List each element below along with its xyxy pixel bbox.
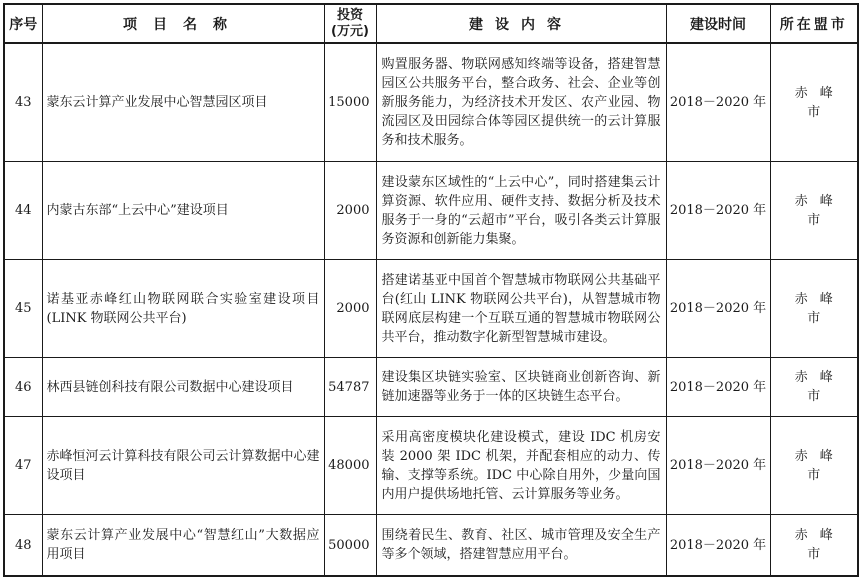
row-invest: 50000 <box>324 515 376 577</box>
header-name: 项目名称 <box>42 4 324 43</box>
row-location: 赤峰市 <box>770 162 858 260</box>
row-location: 赤峰市 <box>770 515 858 577</box>
header-time: 建设时间 <box>666 4 770 43</box>
row-time: 2018－2020 年 <box>666 358 770 417</box>
row-name: 林西县链创科技有限公司数据中心建设项目 <box>42 358 324 417</box>
row-time: 2018－2020 年 <box>666 162 770 260</box>
row-no: 48 <box>4 515 42 577</box>
header-content: 建设内容 <box>376 4 666 43</box>
row-name: 诺基亚赤峰红山物联网联合实验室建设项目(LINK 物联网公共平台) <box>42 260 324 358</box>
row-location: 赤峰市 <box>770 358 858 417</box>
row-name: 内蒙古东部“上云中心”建设项目 <box>42 162 324 260</box>
row-no: 44 <box>4 162 42 260</box>
row-name: 蒙东云计算产业发展中心“智慧红山”大数据应用项目 <box>42 515 324 577</box>
header-no: 序号 <box>4 4 42 43</box>
table-row <box>4 358 858 417</box>
project-table <box>3 3 859 577</box>
table-row <box>4 417 858 515</box>
header-row <box>4 4 858 43</box>
row-name: 赤峰恒河云计算科技有限公司云计算数据中心建设项目 <box>42 417 324 515</box>
row-time: 2018－2020 年 <box>666 43 770 162</box>
row-invest: 2000 <box>324 162 376 260</box>
row-invest: 48000 <box>324 417 376 515</box>
row-invest: 15000 <box>324 43 376 162</box>
row-location: 赤峰市 <box>770 417 858 515</box>
row-content: 采用高密度模块化建设模式，建设 IDC 机房安装 2000 架 IDC 机架，并配套相应的动力、传输、支撑等系统。IDC 中心除自用外，少量向国内用户提供场地托管、云计算服务等业务。 <box>376 417 666 515</box>
header-invest <box>324 4 376 43</box>
table-row <box>4 162 858 260</box>
row-invest: 54787 <box>324 358 376 417</box>
table-row <box>4 515 858 577</box>
header-location: 所在盟市 <box>770 4 858 43</box>
row-no: 45 <box>4 260 42 358</box>
row-location: 赤峰市 <box>770 43 858 162</box>
row-content: 搭建诺基亚中国首个智慧城市物联网公共基础平台(红山 LINK 物联网公共平台)，从智慧城市物联网底层构建一个互联互通的智慧城市物联网公共平台，推动数字化新型智慧城市建设。 <box>376 260 666 358</box>
row-time: 2018－2020 年 <box>666 260 770 358</box>
header-invest-unit: (万元) <box>331 23 369 39</box>
row-name: 蒙东云计算产业发展中心智慧园区项目 <box>42 43 324 162</box>
row-content: 购置服务器、物联网感知终端等设备，搭建智慧园区公共服务平台，整合政务、社会、企业等创新服务能力，为经济技术开发区、农产业园、物流园区及田园综合体等园区提供统一的云计算服务和技术服务。 <box>376 43 666 162</box>
row-no: 43 <box>4 43 42 162</box>
table-row <box>4 260 858 358</box>
row-no: 46 <box>4 358 42 417</box>
header-invest-label: 投资 <box>336 7 363 23</box>
row-location: 赤峰市 <box>770 260 858 358</box>
row-time: 2018－2020 年 <box>666 515 770 577</box>
row-invest: 2000 <box>324 260 376 358</box>
row-content: 建设蒙东区域性的“上云中心”，同时搭建集云计算资源、软件应用、硬件支持、数据分析及技术服务于一身的“云超市”平台，吸引各类云计算服务资源和创新能力集聚。 <box>376 162 666 260</box>
row-time: 2018－2020 年 <box>666 417 770 515</box>
row-no: 47 <box>4 417 42 515</box>
table-row <box>4 43 858 162</box>
row-content: 建设集区块链实验室、区块链商业创新咨询、新链加速器等业务于一体的区块链生态平台。 <box>376 358 666 417</box>
row-content: 围绕着民生、教育、社区、城市管理及安全生产等多个领域，搭建智慧应用平台。 <box>376 515 666 577</box>
